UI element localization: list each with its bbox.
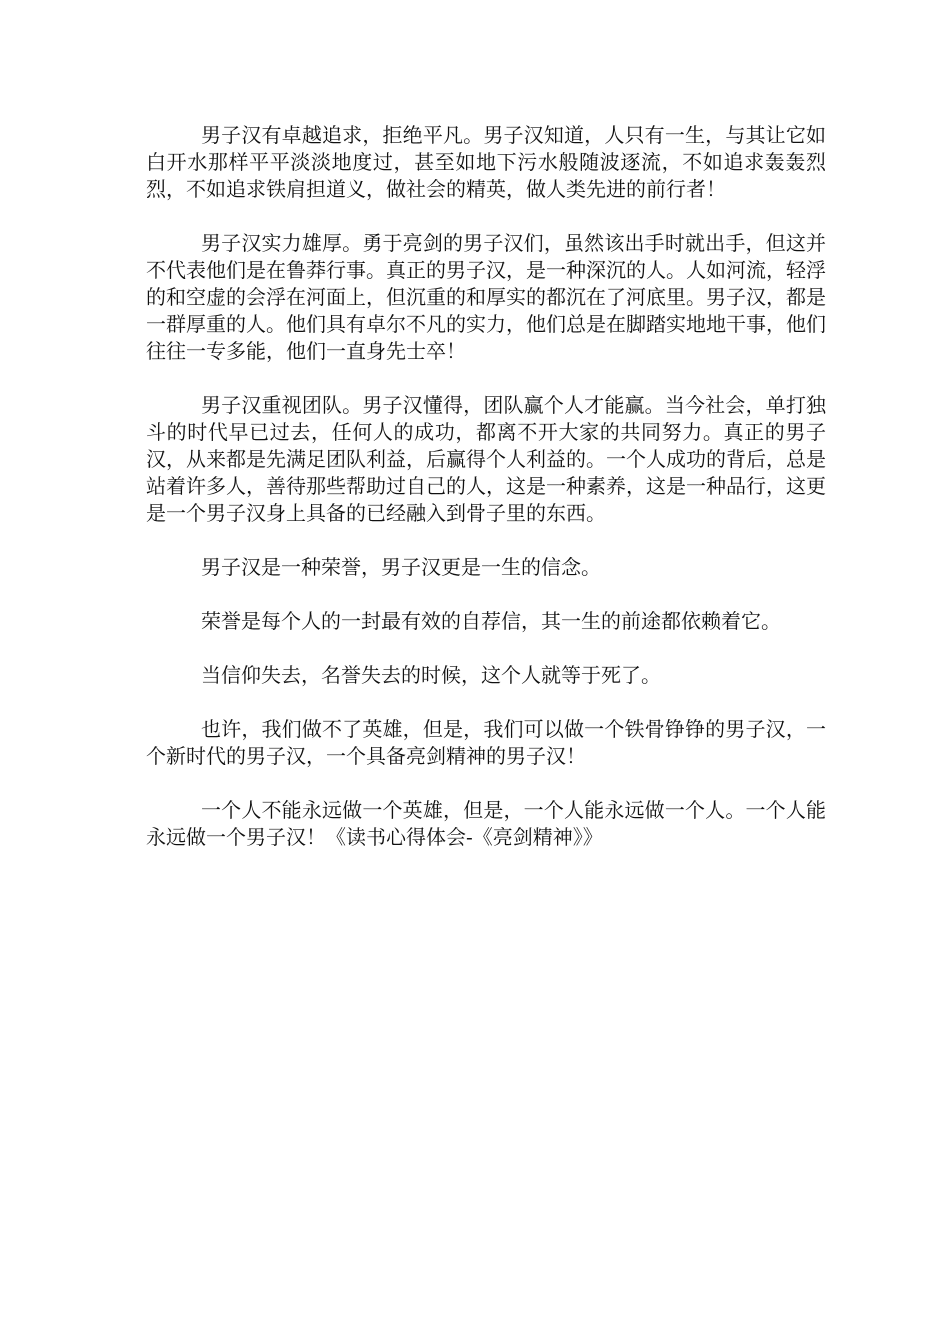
paragraph-closing: 一个人不能永远做一个英雄，但是，一个人能永远做一个人。一个人能永远做一个男子汉！《读书心得体会-《亮剑精神》》 — [146, 798, 826, 849]
paragraph-ambition: 男子汉有卓越追求，拒绝平凡。男子汉知道，人只有一生，与其让它如白开水那样平平淡淡地度过，甚至如地下污水般随波逐流，不如追求轰轰烈烈，不如追求铁肩担道义，做社会的精英，做人类先进的前行者！ — [146, 123, 826, 201]
paragraph-teamwork: 男子汉重视团队。男子汉懂得，团队赢个人才能赢。当今社会，单打独斗的时代早已过去，任何人的成功，都离不开大家的共同努力。真正的男子汉，从来都是先满足团队利益，后赢得个人利益的。一个人成功的背后，总是站着许多人，善待那些帮助过自己的人，这是一种素养，这是一种品行，这更是一个男子汉身上具备的已经融入到骨子里的东西。 — [146, 393, 826, 525]
paragraph-faith: 当信仰失去，名誉失去的时候，这个人就等于死了。 — [201, 663, 661, 687]
paragraph-strength: 男子汉实力雄厚。勇于亮剑的男子汉们，虽然该出手时就出手，但这并不代表他们是在鲁莽行事。真正的男子汉，是一种深沉的人。人如河流，轻浮的和空虚的会浮在河面上，但沉重的和厚实的都沉在了河底里。男子汉，都是一群厚重的人。他们具有卓尔不凡的实力，他们总是在脚踏实地地干事，他们往往一专多能，他们一直身先士卒！ — [146, 231, 826, 363]
paragraph-reputation: 荣誉是每个人的一封最有效的自荐信，其一生的前途都依赖着它。 — [201, 609, 781, 633]
paragraph-honor: 男子汉是一种荣誉，男子汉更是一生的信念。 — [201, 555, 601, 579]
document-body — [146, 122, 826, 878]
paragraph-hero: 也许，我们做不了英雄，但是，我们可以做一个铁骨铮铮的男子汉，一个新时代的男子汉，一个具备亮剑精神的男子汉！ — [146, 717, 826, 768]
